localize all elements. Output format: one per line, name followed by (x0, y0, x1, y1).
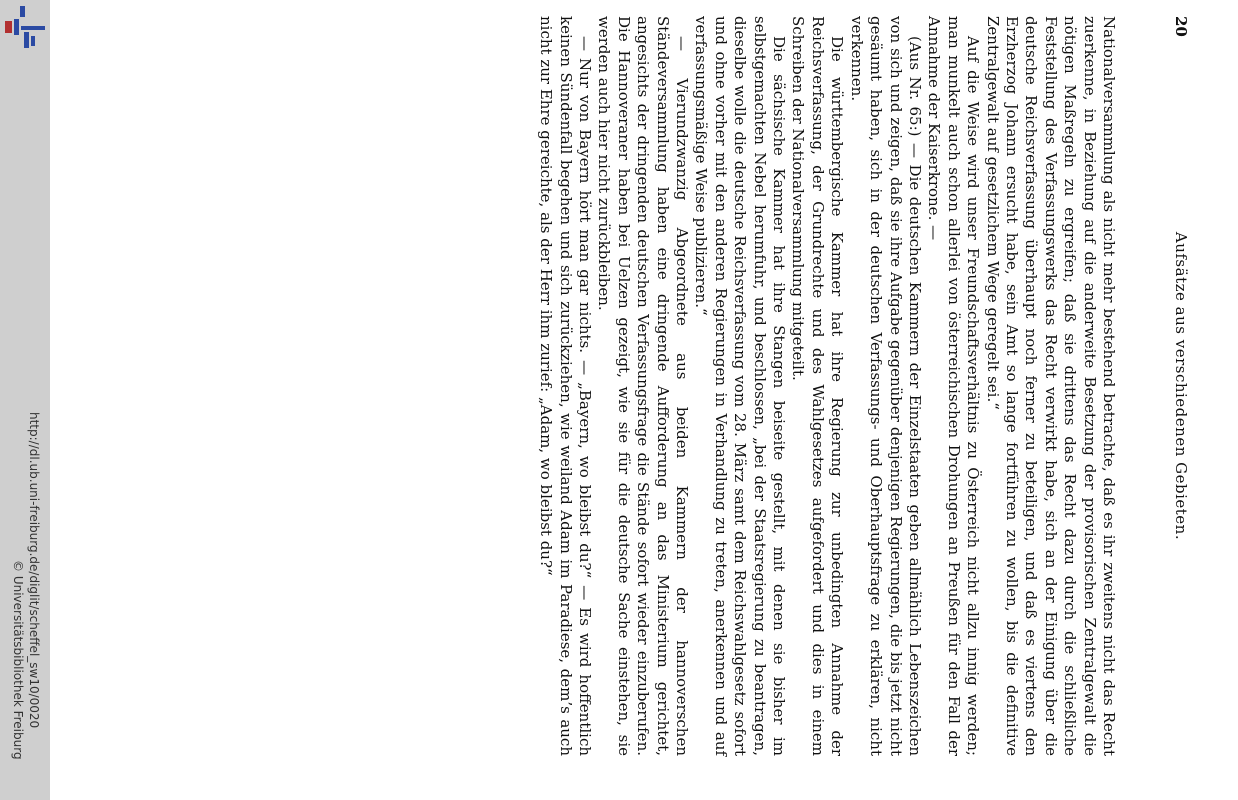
source-url: http://dl.ub.uni-freiburg.de/diglit/scheffel_sw10/0020 (27, 412, 41, 729)
paragraph: Nationalversammlung als nicht mehr bestehend betrachte, daß es ihr zweitens nicht das Recht zuerkenne, in Beziehung auf die anderweite Besetzung der provisorischen Zentralgewalt die nötigen Maßregeln zu ergreifen; daß sie drittens das Recht dazu durch die schließliche Feststellung des Verfassungswerks das Recht verwirkt habe, sich an der Einigung über die deutsche Reichsverfassung überhaupt noch ferner zu beteiligen, und daß es viertens den Erzherzog Johann ersucht habe, sein Amt so lange fortführen zu wollen, bis die definitive Zentralgewalt auf gesetzlichem Wege geregelt sei.“ (983, 16, 1118, 756)
credit-block (0, 0, 50, 800)
running-head: Aufsätze aus verschiedenen Gebieten. (1172, 231, 1190, 541)
paragraph: Die württembergische Kammer hat ihre Regierung zur unbedingten Annahme der Reichsverfassung, der Grundrechte und des Wahlgesetzes aufgefordert und dies in einem Schreiben der Nationalversammlung mitgeteilt. (789, 16, 847, 756)
page-number: 20 (1172, 16, 1190, 37)
viewer-sidebar (0, 0, 50, 800)
paragraph: — Nur von Bayern hört man gar nichts. — „Bayern, wo bleibst du?“ — Es wird hoffentlich keinen Sündenfall begehen und sich zurückziehen, wie weiland Adam im Paradiese, dem’s auch nicht zur Ehre gereichte, als der Herr ihm zurief: „Adam, wo bleibst du?“ (537, 16, 595, 756)
paragraph: Die sächsische Kammer hat ihre Stangen beiseite gestellt, mit denen sie bisher im selbstgemachten Nebel herumfuhr, und beschlossen, „bei der Staatsregierung zu beantragen, dieselbe wolle die deutsche Reichsverfassung vom 28. März samt dem Reichswahlgesetz sofort und ohne vorher mit den anderen Regierungen in Verhandlung zu treten, anerkennen und auf verfassungsmäßige Weise publizieren.“ (692, 16, 789, 756)
paragraph: Auf die Weise wird unser Freundschaftsverhältnis zu Österreich nicht allzu innig werden; man munkelt auch schon allerlei von österreichischen Drohungen an Preußen für den Fall der Annahme der Kaiserkrone. — (925, 16, 983, 756)
body-text (536, 16, 1118, 756)
paragraph: — Vierundzwanzig Abgeordnete aus beiden Kammern der hannoverschen Ständeversammlung haben eine dringende Aufforderung an das Ministerium gerichtet, angesichts der dringenden deutschen Verfassungsfrage die Stände sofort wieder einzuberufen. Die Hannoveraner haben bei Uelzen gezeigt, wie sie für die deutsche Sache einstehen, sie werden auch hier nicht zurückbleiben. (595, 16, 692, 756)
page-header (1170, 16, 1190, 756)
page-scan (50, 0, 1238, 800)
copyright-notice: © Universitätsbibliothek Freiburg (11, 560, 25, 760)
rotated-page (536, 16, 1190, 756)
paragraph: (Aus Nr. 65:) — Die deutschen Kammern der Einzelstaaten geben allmählich Lebenszeichen von sich und zeigen, daß sie ihre Aufgabe gegenüber denjenigen Regierungen, die bis jetzt nicht gesäumt haben, sich in der deutschen Verfassungs- und Oberhauptsfrage zu erklären, nicht verkennen. (847, 16, 924, 756)
